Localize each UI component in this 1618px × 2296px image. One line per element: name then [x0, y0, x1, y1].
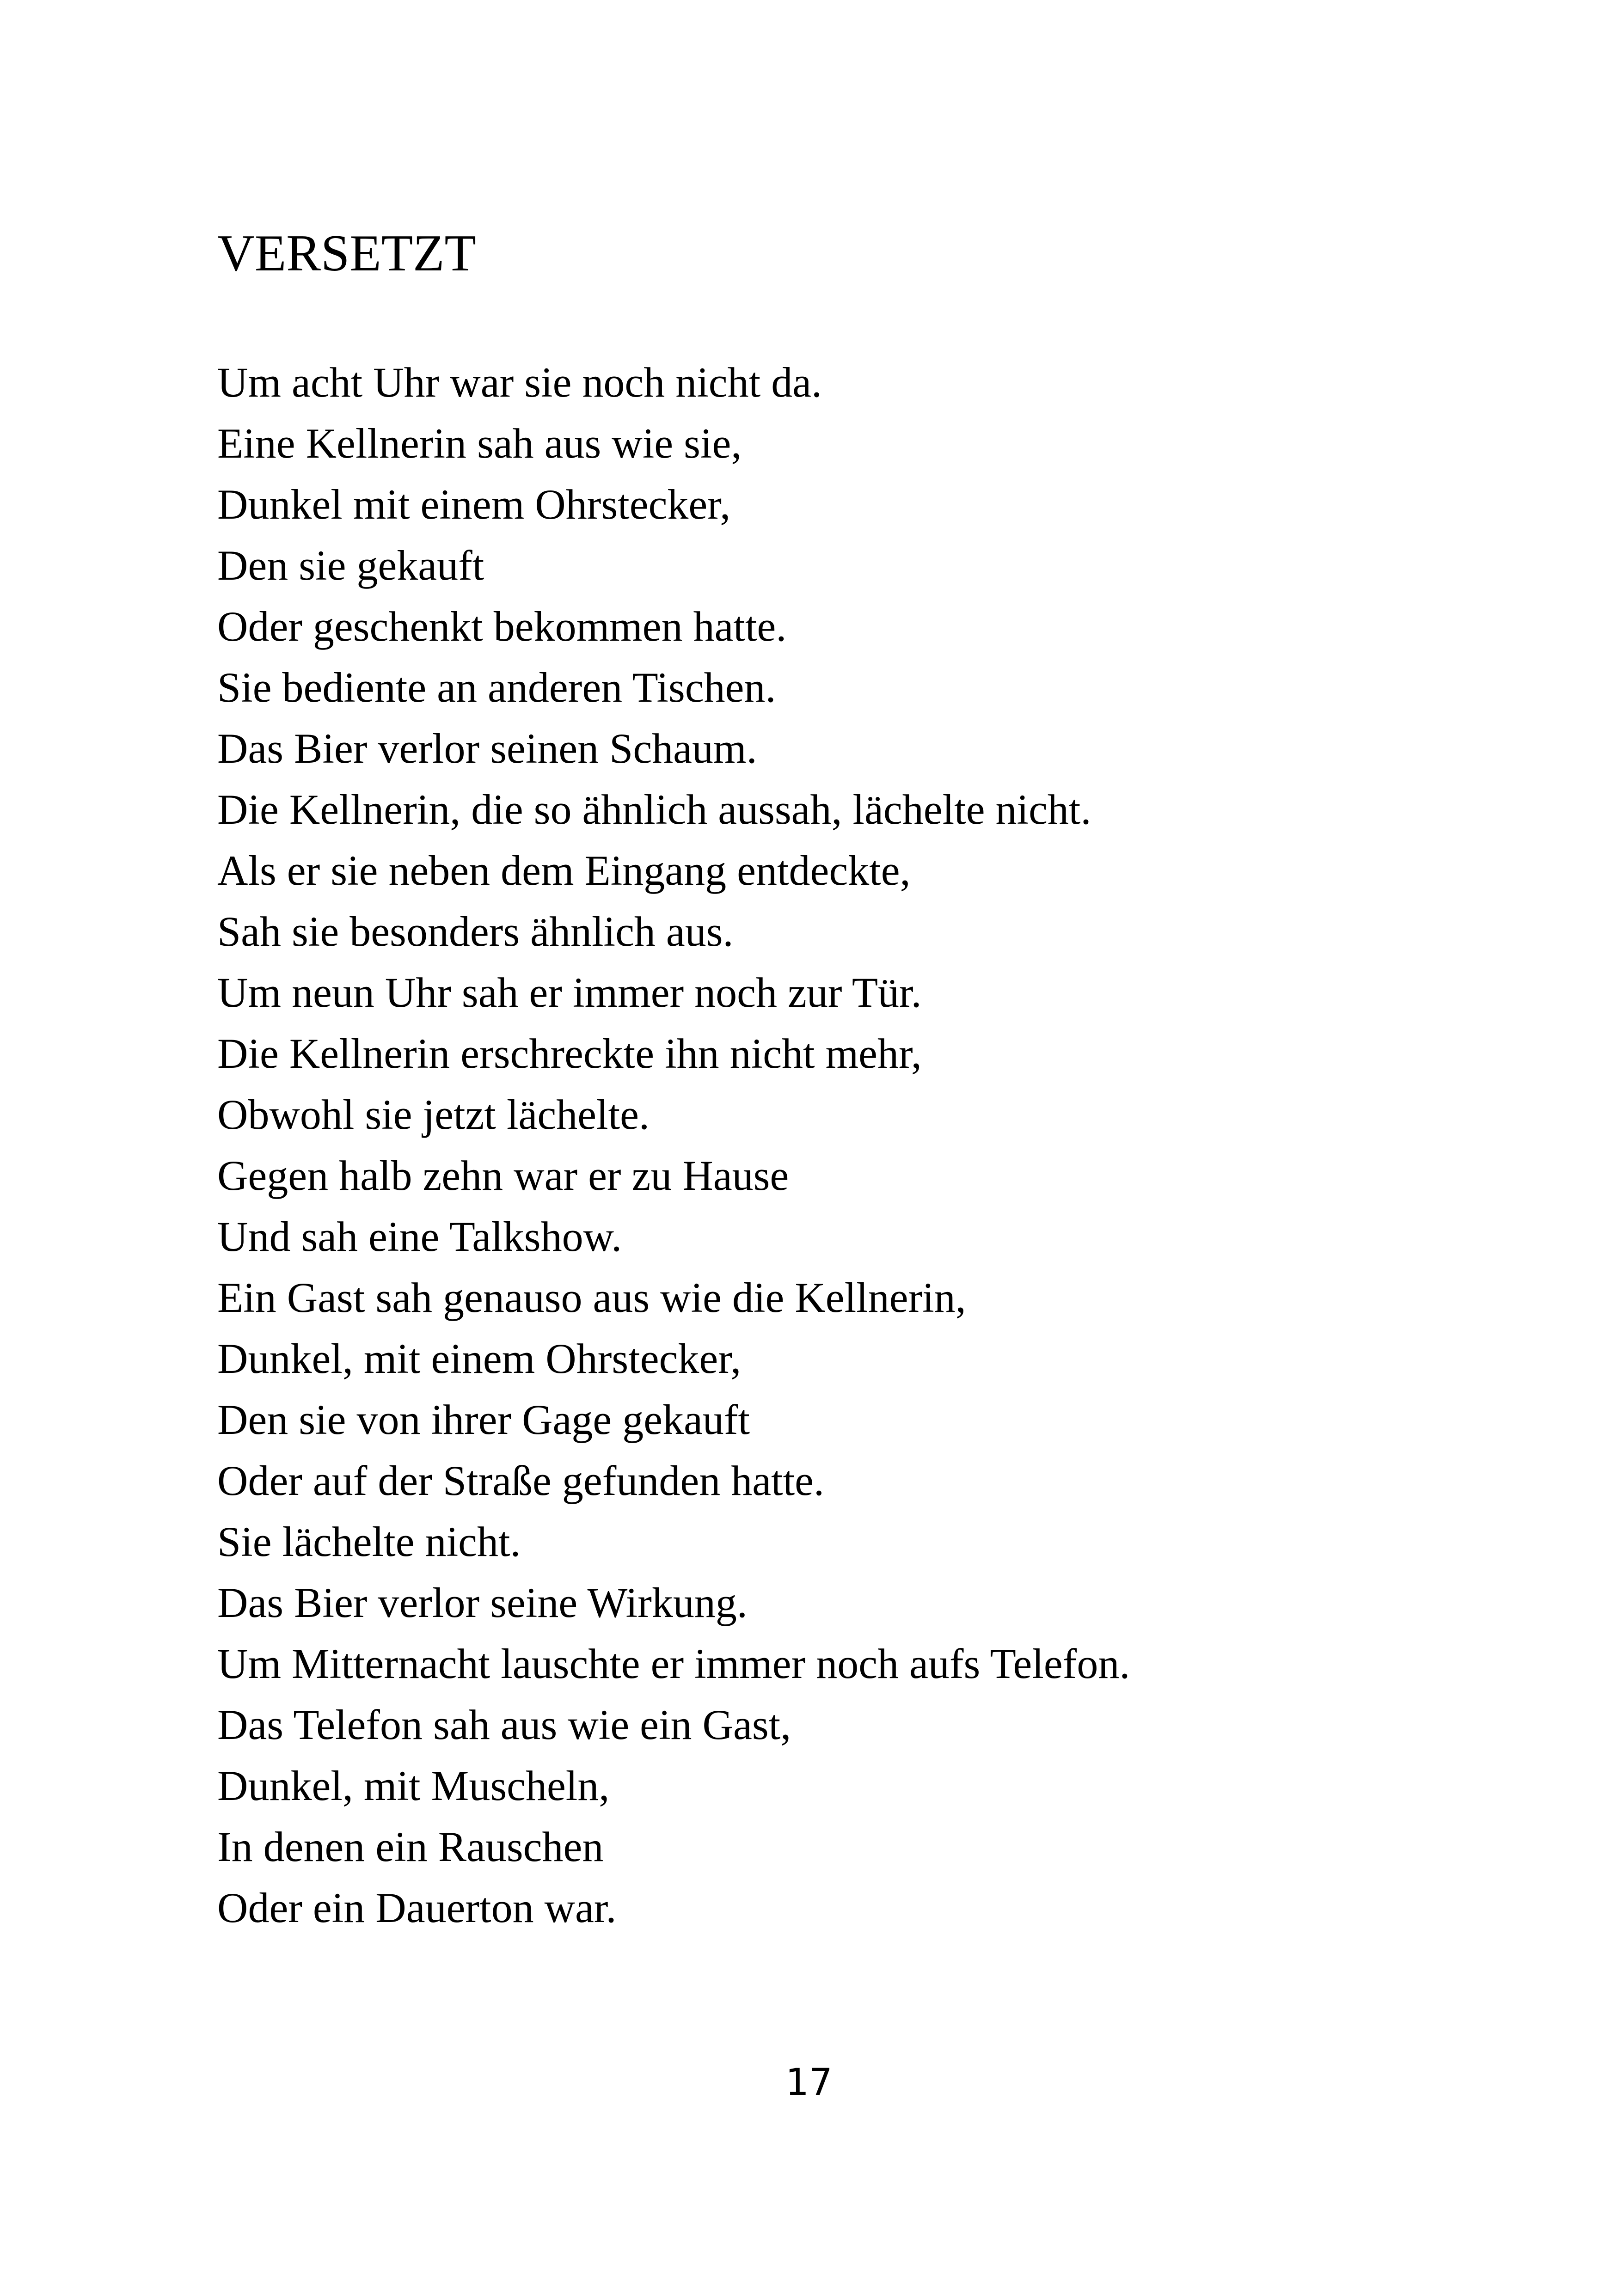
- poem-line: Das Bier verlor seinen Schaum.: [217, 725, 757, 772]
- poem-line: Eine Kellnerin sah aus wie sie,: [217, 420, 742, 467]
- poem-line: Dunkel mit einem Ohrstecker,: [217, 481, 731, 528]
- poem-line: Sie lächelte nicht.: [217, 1518, 521, 1565]
- poem-line: Die Kellnerin, die so ähnlich aussah, lächelte nicht.: [217, 786, 1091, 833]
- poem-line: Den sie gekauft: [217, 542, 484, 589]
- poem-line: Das Telefon sah aus wie ein Gast,: [217, 1701, 791, 1748]
- poem-body: [217, 352, 1130, 1938]
- poem-line: Oder auf der Straße gefunden hatte.: [217, 1457, 824, 1504]
- poem-line: Die Kellnerin erschreckte ihn nicht mehr,: [217, 1030, 922, 1077]
- poem-line: Und sah eine Talkshow.: [217, 1213, 622, 1260]
- poem-line: Ein Gast sah genauso aus wie die Kellnerin,: [217, 1274, 966, 1321]
- poem-line: Sah sie besonders ähnlich aus.: [217, 908, 734, 955]
- poem-line: Das Bier verlor seine Wirkung.: [217, 1579, 748, 1626]
- poem-line: Sie bediente an anderen Tischen.: [217, 664, 776, 711]
- poem-line: Um Mitternacht lauschte er immer noch aufs Telefon.: [217, 1640, 1130, 1687]
- poem-line: Gegen halb zehn war er zu Hause: [217, 1152, 789, 1199]
- poem-title: VERSETZT: [217, 225, 476, 282]
- poem-line: Oder geschenkt bekommen hatte.: [217, 603, 787, 650]
- poem-line: Dunkel, mit Muscheln,: [217, 1762, 610, 1809]
- poem-line: Als er sie neben dem Eingang entdeckte,: [217, 847, 911, 894]
- poem-line: Um acht Uhr war sie noch nicht da.: [217, 359, 822, 406]
- poem-line: In denen ein Rauschen: [217, 1823, 604, 1870]
- poem-line: Den sie von ihrer Gage gekauft: [217, 1396, 750, 1443]
- poem-line: Oder ein Dauerton war.: [217, 1884, 617, 1931]
- poem-line: Dunkel, mit einem Ohrstecker,: [217, 1335, 742, 1382]
- poem-line: Um neun Uhr sah er immer noch zur Tür.: [217, 969, 922, 1016]
- poem-line: Obwohl sie jetzt lächelte.: [217, 1091, 650, 1138]
- page-number: 17: [785, 2061, 833, 2104]
